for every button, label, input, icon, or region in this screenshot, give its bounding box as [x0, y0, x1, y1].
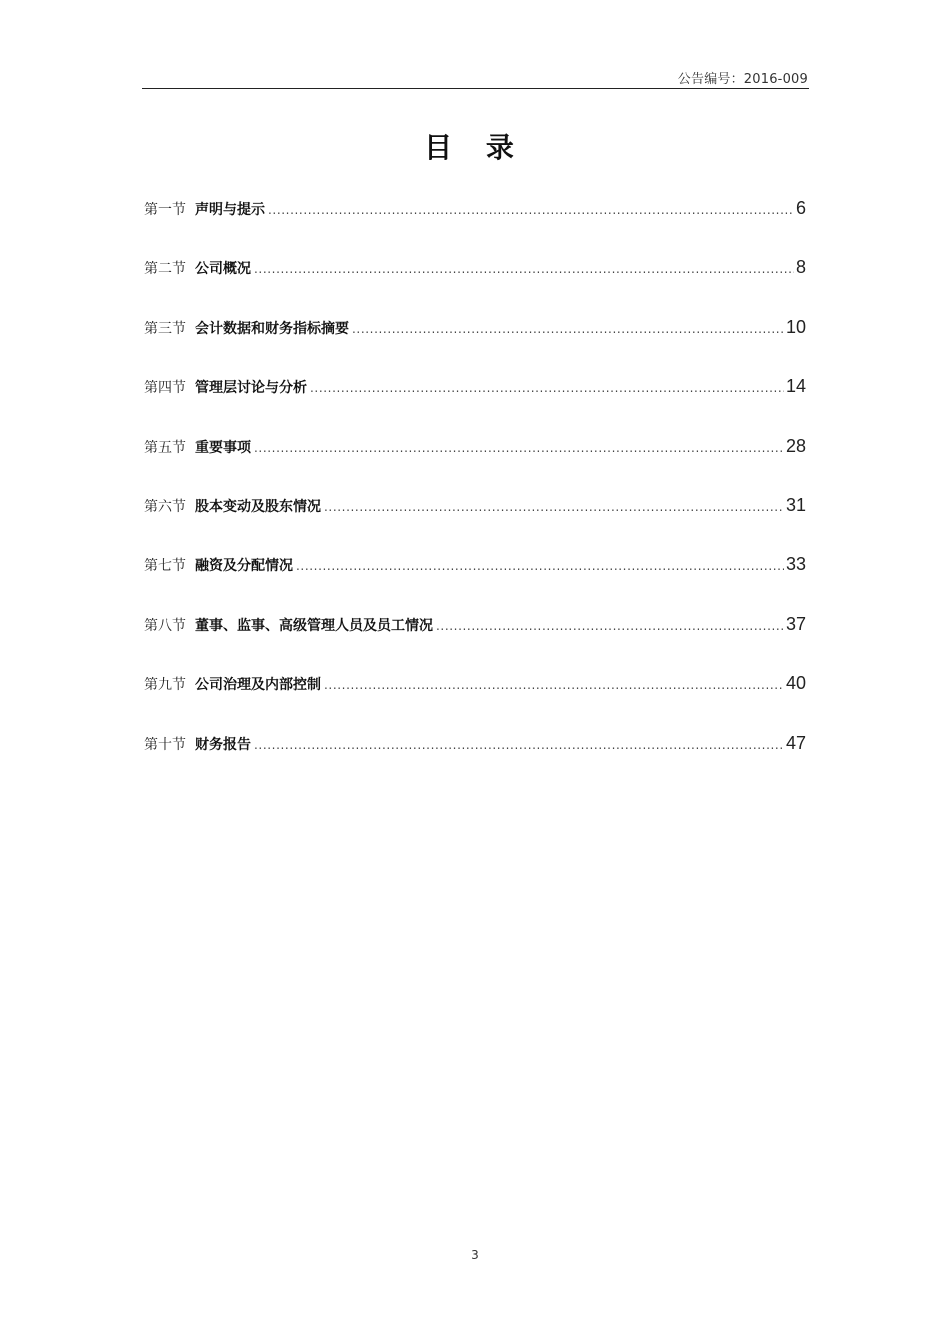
toc-section-title: 股本变动及股东情况 [195, 498, 321, 515]
toc-entry-section-10[interactable] [144, 733, 806, 792]
page-number: 3 [471, 1248, 479, 1262]
toc-section-title: 董事、监事、高级管理人员及员工情况 [195, 617, 433, 634]
toc-entry-section-1[interactable] [144, 198, 806, 257]
table-of-contents [144, 198, 806, 792]
toc-page-number: 14 [785, 376, 806, 397]
toc-section-number: 第六节 [144, 498, 186, 515]
toc-page-number: 40 [785, 673, 806, 694]
toc-entry-section-7[interactable] [144, 554, 806, 613]
toc-section-title: 公司治理及内部控制 [195, 677, 321, 694]
toc-entry-section-9[interactable] [144, 673, 806, 732]
toc-page-number: 33 [785, 554, 806, 575]
toc-page-number: 31 [785, 494, 806, 515]
toc-entry-section-2[interactable] [144, 257, 806, 316]
toc-section-title: 融资及分配情况 [195, 558, 293, 575]
toc-dot-leader [310, 381, 784, 395]
toc-dot-leader [296, 559, 784, 573]
toc-entry-section-5[interactable] [144, 436, 806, 495]
toc-section-number: 第八节 [144, 617, 186, 634]
toc-page-number: 8 [795, 257, 806, 278]
toc-section-number: 第十节 [144, 736, 186, 753]
toc-section-title: 会计数据和财务指标摘要 [195, 320, 349, 337]
toc-entry-section-3[interactable] [144, 317, 806, 376]
header-divider [142, 88, 809, 89]
toc-section-number: 第四节 [144, 380, 186, 397]
toc-entry-section-8[interactable] [144, 614, 806, 673]
toc-section-number: 第九节 [144, 677, 186, 694]
toc-section-number: 第一节 [144, 202, 186, 218]
toc-dot-leader [436, 619, 784, 633]
toc-section-number: 第三节 [144, 320, 186, 337]
toc-dot-leader [352, 322, 784, 336]
document-reference-number: 公告编号：2016-009 [677, 72, 808, 87]
toc-entry-section-6[interactable] [144, 495, 806, 554]
toc-section-title: 管理层讨论与分析 [195, 380, 307, 397]
toc-page-number: 28 [785, 435, 806, 456]
toc-section-number: 第二节 [144, 261, 186, 278]
toc-dot-leader [254, 738, 784, 752]
toc-page-number: 6 [795, 198, 806, 218]
toc-section-title: 声明与提示 [195, 202, 265, 218]
toc-section-title: 重要事项 [195, 439, 251, 456]
toc-page-number: 10 [785, 316, 806, 337]
toc-dot-leader [324, 500, 784, 514]
toc-section-title: 公司概况 [195, 261, 251, 278]
toc-section-title: 财务报告 [195, 736, 251, 753]
toc-heading: 目 录 [424, 131, 526, 164]
toc-dot-leader [324, 678, 784, 692]
toc-section-number: 第七节 [144, 558, 186, 575]
toc-entry-section-4[interactable] [144, 376, 806, 435]
toc-dot-leader [254, 441, 784, 455]
toc-page-number: 47 [785, 732, 806, 753]
toc-dot-leader [268, 203, 794, 217]
toc-dot-leader [254, 262, 794, 276]
toc-section-number: 第五节 [144, 439, 186, 456]
toc-page-number: 37 [785, 613, 806, 634]
